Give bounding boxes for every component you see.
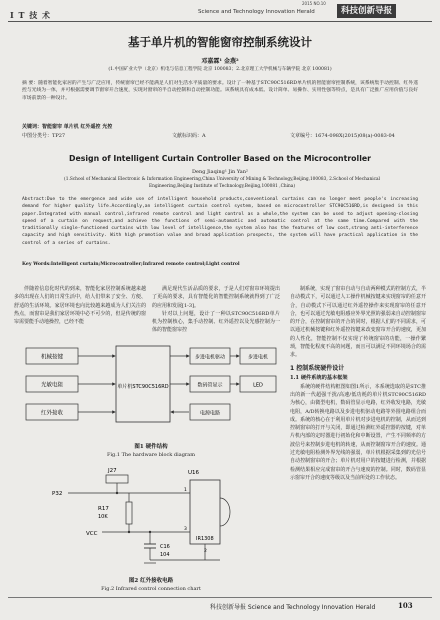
clc-number: 中图分类号：TP27	[22, 133, 66, 139]
section-heading: 1 控制系统硬件设计	[290, 364, 345, 372]
label-p32: P32	[52, 491, 63, 497]
paragraph: 针对以上问题，设计了一种以STC90C516RD单片机为控制核心，集手动控制、红外遥控以及光感控制为一体的智能窗帘控	[152, 310, 280, 334]
document-code: 文献标识码：A	[172, 133, 206, 139]
figure-2	[20, 462, 282, 590]
title-en: Design of Intelligent Curtain Controller Based on the Microcontroller	[68, 154, 372, 163]
junction	[116, 492, 118, 494]
hardware-block-diagram	[20, 338, 282, 434]
label-j27: J27	[108, 468, 117, 474]
paragraph: 系统的硬件结构框图如图1所示，本系统选取的是STC推出的新一代超强干扰/高速/低功耗的单片机STC90C516RD为核心，由微型电机，数码管显示电路，红外收发电路，光敏电阻，A/D转换电路以及步进电机驱动电路等外围电路组合而成。系统的核心在于利用单片机对步进电机的控制，从而达到控制窗帘的打开与关闭，即通过检测红外遥控器的按键，对单片机内部的定时器进行初始化和中断设置，产生不同频率的方波信号来控制步进电机的转速，从而控制窗帘开合的速度。通过光敏电阻检测外界光线的强弱，单片机根据采集到的光信号自动控制窗帘的开合；单片机对用户的按键进行检测，并根据检测结果相应完成窗帘的开合与速度的控制。同时，数码管显示窗帘开合的速度等级以及当前所处的工作状态。	[290, 383, 426, 481]
footer-rule	[8, 597, 432, 598]
paragraph: 制系统，实现了窗帘自动与自动两种模式的控制方式，半自动模式下，可以通过人工操作机械按键来实现窗帘的任意开合，自动模式下可以通过红外遥控操作来实现窗帘的任意开合，也可以通过光敏电阻感应外界光照的强弱来自动控制窗帘的开合，在控制窗帘的开合的同时，根据人们的不同需求，可以通过机械按键和红外遥控按键来改变窗帘开合的速度，更加的人性化，智能控制不仅实现了传统窗帘的功能，一操作繁琐，智能化程度不高的问题，而且可以满足不同环境场合的需求。	[290, 286, 426, 359]
figure-1-caption-cn: 图1 硬件结构	[134, 444, 168, 450]
label-c16: C16	[160, 544, 170, 550]
header-rule	[8, 21, 432, 22]
block-label: LED	[253, 382, 263, 389]
ir-receiver-u16	[190, 480, 220, 544]
abstract-cn: 摘 要：随着智能化家居的产生与广泛应用，传统窗帘已经不能满足人们对生活水平质量的要求。设计了一种基于STC90C516RD单片机的智能窗帘控制系统，该系统集手动控制、红外遥控与光线为一体，并可根据需要调节窗帘开合速度，实现对窗帘的半自动控制和自动控制功能。该系统具有成本低、设计简单、易操作、实用性强等特点，是具有广泛推广应用价值与良好市场前景的一种设计。	[22, 81, 418, 101]
block-label: 步进电机	[247, 354, 269, 361]
block-label: 步进电机驱动	[194, 354, 226, 361]
header-brand-badge: 科技创新导报	[337, 4, 396, 18]
figure-1	[20, 338, 282, 458]
label-ir-part: IR1308	[196, 536, 214, 542]
keywords-en: Key Words:Intelligent curtain;Microcontroller;Infrared remote control;Light control	[22, 262, 240, 267]
affiliation-cn: (1.中国矿业大学（北京）机电与信息工程学院 北京 100083；2.北京理工大学机械与车辆学院 北京 100081)	[108, 67, 332, 72]
header-issue-code: 2015 NO.10	[302, 1, 326, 6]
paragraph: 伴随着信息化时代的到来，智能化家居控制系统越来越多的出现在人们的日常生活中，给人们带来了安全、方便、舒适的生活环境。家居环境也向比较越来越成为人们关注的热点，而窗帘是我们家居环境中必不可少的，但是传统的窗帘需要能手动地操控，已经不能	[14, 286, 146, 326]
article-title: 基于单片机的智能窗帘控制系统设计	[128, 35, 312, 49]
resistor-r17	[126, 502, 132, 524]
footer-journal: 科技创新导报 Science and Technology Innovation Herald	[210, 604, 376, 611]
block-label: 红外接收	[40, 410, 64, 417]
running-header	[0, 0, 440, 26]
authors-en: Deng Jiaqing¹ Jin Yan²	[192, 169, 248, 175]
label-r17: R17	[98, 506, 109, 512]
label-vcc: VCC	[86, 531, 98, 537]
body-column-3	[290, 285, 426, 482]
footer	[0, 595, 440, 620]
ir-receiver-dome	[220, 498, 230, 526]
header-left-label: I T 技 术	[10, 10, 52, 20]
figure-2-caption-en: Fig.2 Infrared control connection chart	[101, 586, 201, 592]
label-c16-value: 104	[160, 552, 170, 558]
header-j27	[106, 475, 128, 483]
block-label: 电源电路	[199, 410, 221, 417]
affiliation-en-2: Engineering,Beijing Institute of Technology,Beijing,100081 ,China)	[148, 184, 296, 189]
ir-receiver-schematic	[20, 462, 282, 568]
pin-number: 1	[184, 488, 187, 493]
affiliation-en-1: (1.School of Mechanical Electronic & Information Engineering,China University of Mining & Technology,Beijing,100083, 2.School of Mechanical	[64, 177, 380, 182]
block-label: 单片机STC90C516RD	[117, 384, 169, 390]
paragraph: 满足现代生活品质的要求，于是人们对窗帘环境提出了更高的要求，具有智能化的智能控制系统就得到了广泛的应用和发展[1-3]。	[152, 286, 280, 309]
abstract-en: Abstract:Due to the emergence and wide use of intelligent household products,conventional curtains can no longer meet people's increasing demand for higher quality life.Accordingly,an intelligent curtain control system, based on microcontroller STC90C516RD,is designed in this paper.Integrated with manual control,infrared remote control and light control as a whole,the system can be used to adjust opening-closing speed of a curtain on request,and achieve the functions of semi-automatic and automatic control at the same time.Compared with the traditionally single-functioned curtains with low level of intelligence,the system also has the features of low cost,strong anti-interference capacity and high sensitivity. With high promotion value and broad application prospects, the system will have practical application in the control of a series of curtains.	[22, 197, 418, 246]
block-label: 机械按键	[40, 354, 64, 361]
header-journal-en: Science and Technology Innovation Herald	[198, 9, 315, 15]
article-number: 文章编号：1674-098X(2015)08(a)-0083-04	[290, 133, 395, 139]
figure-1-caption-en: Fig.1 The hardware block diagram	[106, 452, 196, 458]
pin-number: 2	[204, 549, 207, 554]
subsection-heading: 1.1 硬件系统的基本框架	[290, 374, 348, 381]
junction	[128, 531, 130, 533]
body-column-2	[152, 285, 280, 335]
label-resistance: 10K	[98, 514, 108, 520]
block-label: 光敏电阻	[40, 382, 64, 389]
page-number: 103	[398, 601, 413, 610]
block-label: 数码管显示	[197, 382, 223, 389]
authors-cn: 邓嘉霖¹ 金燕²	[201, 58, 239, 65]
body-column-1	[14, 285, 146, 326]
label-u16: U16	[188, 470, 200, 476]
figure-2-caption-cn: 图2 红外接收电路	[128, 578, 174, 584]
pin-number: 3	[184, 527, 187, 532]
keywords-cn: 关键词：智能窗帘 单片机 红外遥控 光控	[22, 124, 113, 130]
